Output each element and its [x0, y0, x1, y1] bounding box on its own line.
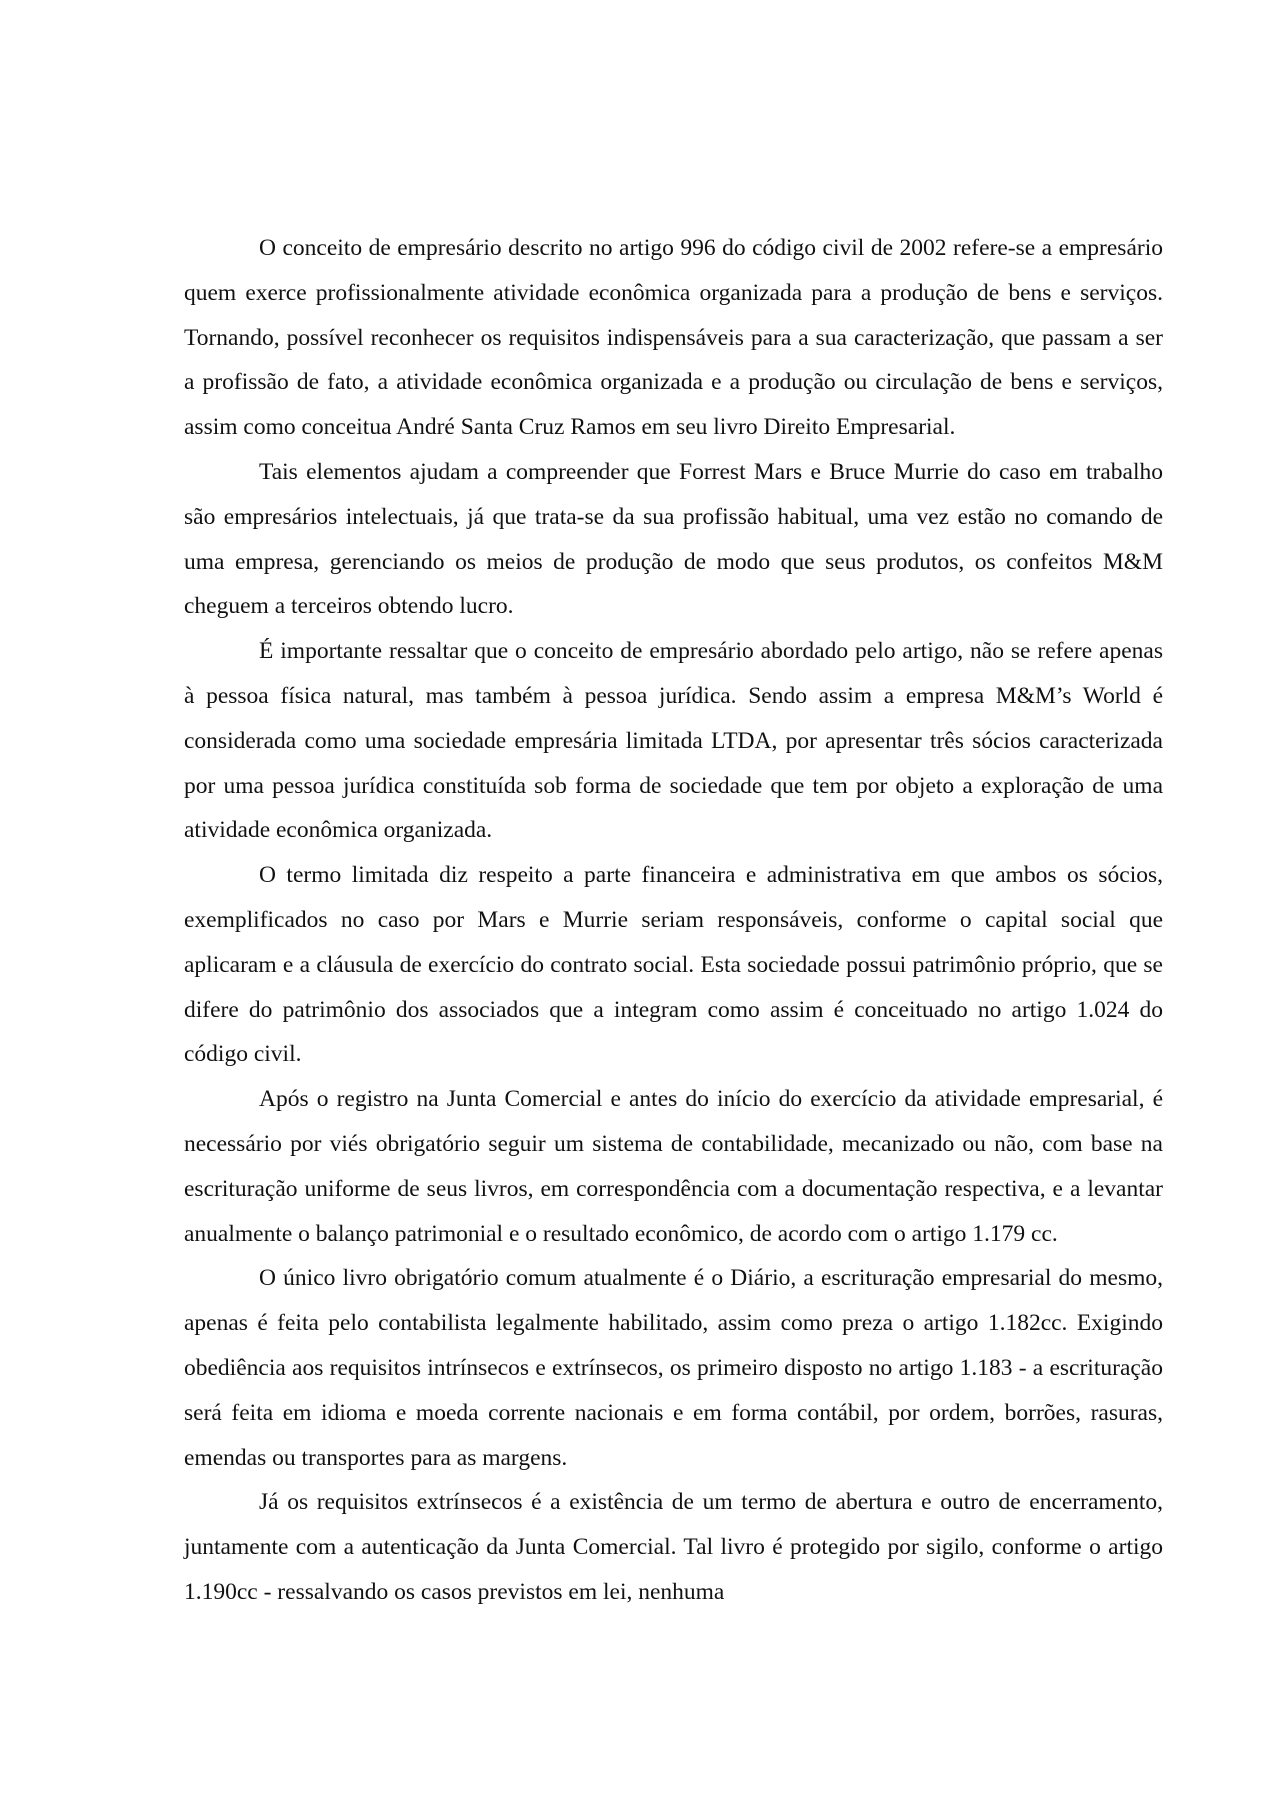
- paragraph-empresarios-intelectuais: Tais elementos ajudam a compreender que Forrest Mars e Bruce Murrie do caso em trabalho são empresários intelectuais, já que trata-se da sua profissão habitual, uma vez estão no comando de uma empresa, gerenciando os meios de produção de modo que seus produtos, os confeitos M&M cheguem a terceiros obtendo lucro.: [184, 458, 1163, 620]
- paragraph-pessoa-juridica: É importante ressaltar que o conceito de empresário abordado pelo artigo, não se refere apenas à pessoa física natural, mas também à pessoa jurídica. Sendo assim a empresa M&M’s World é considerada como uma sociedade empresária limitada LTDA, por apresentar três sócios caracterizada por uma pessoa jurídica constituída sob forma de sociedade que tem por objeto a exploração de uma atividade econômica organizada.: [184, 638, 1163, 844]
- document-body: [184, 226, 1163, 1615]
- paragraph-registro-junta-comercial: Após o registro na Junta Comercial e antes do início do exercício da atividade empresarial, é necessário por viés obrigatório seguir um sistema de contabilidade, mecanizado ou não, com base na escrituração uniforme de seus livros, em correspondência com a documentação respectiva, e a levantar anualmente o balanço patrimonial e o resultado econômico, de acordo com o artigo 1.179 cc.: [184, 1086, 1163, 1247]
- paragraph-termo-limitada: O termo limitada diz respeito a parte financeira e administrativa em que ambos os sócios, exemplificados no caso por Mars e Murrie seriam responsáveis, conforme o capital social que aplicaram e a cláusula de exercício do contrato social. Esta sociedade possui patrimônio próprio, que se difere do patrimônio dos associados que a integram como assim é conceituado no artigo 1.024 do código civil.: [184, 862, 1163, 1068]
- paragraph-livro-diario: O único livro obrigatório comum atualmente é o Diário, a escrituração empresarial do mesmo, apenas é feita pelo contabilista legalmente habilitado, assim como preza o artigo 1.182cc. Exigindo obediência aos requisitos intrínsecos e extrínsecos, os primeiro disposto no artigo 1.183 - a escrituração será feita em idioma e moeda corrente nacionais e em forma contábil, por ordem, borrões, rasuras, emendas ou transportes para as margens.: [184, 1265, 1163, 1471]
- paragraph-requisitos-extrinsecos: Já os requisitos extrínsecos é a existência de um termo de abertura e outro de encerramento, juntamente com a autenticação da Junta Comercial. Tal livro é protegido por sigilo, conforme o artigo 1.190cc - ressalvando os casos previstos em lei, nenhuma: [184, 1489, 1163, 1605]
- paragraph-empresario-conceito: O conceito de empresário descrito no artigo 996 do código civil de 2002 refere-se a empresário quem exerce profissionalmente atividade econômica organizada para a produção de bens e serviços. Tornando, possível reconhecer os requisitos indispensáveis para a sua caracterização, que passam a ser a profissão de fato, a atividade econômica organizada e a produção ou circulação de bens e serviços, assim como conceitua André Santa Cruz Ramos em seu livro Direito Empresarial.: [184, 235, 1163, 441]
